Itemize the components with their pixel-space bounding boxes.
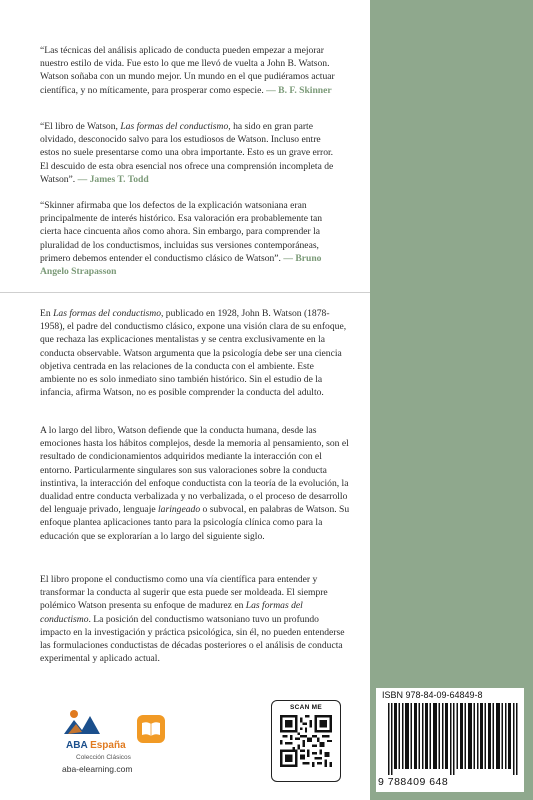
- quote-author: — B. F. Skinner: [266, 84, 332, 96]
- paragraph-text: , publicado en 1928, John B. Watson (1878-1958), el padre del conductismo clásico, expone una visión clara de su enfoque, que rechaza las explicaciones mentalistas y se centra exclusivamente en la conducta observable. Watson argumenta que la psicología debe ser una ciencia objetiva centrada en las relaciones de la conducta con el ambiente. Este ambiente no es solo inmediato sino también histórico. Sin el estudio de la infancia, afirma Watson, no es posible comprender la conducta del adulto.: [40, 308, 347, 399]
- barcode-digits: 9 788409 648: [378, 776, 449, 788]
- publisher-brand: [66, 740, 126, 751]
- description-paragraph-3: [40, 573, 350, 665]
- quote-skinner: [40, 44, 340, 97]
- paragraph-prefix: En: [40, 308, 54, 319]
- paragraph-text-after: . La posición del conductismo watsoniano tuvo un profundo impacto en la investigación y práctica psicológica, sin él, no pueden entenderse las formulaciones conductistas de décadas posteriores o el análisis de conducta experimental y aplicado actual.: [40, 613, 345, 665]
- paragraph-text-after: o subvocal, en palabras de Watson. Su enfoque plantea aplicaciones tanto para la psicología clínica como para la educación que se explorarían a lo largo del siguiente siglo.: [40, 504, 350, 542]
- quote-text: “Las técnicas del análisis aplicado de conducta pueden empezar a mejorar nuestro estilo de vida. Fue esto lo que me llevó de vuelta a John B. Watson. Watson soñaba con un mundo mejor. Un mundo en el que pudiéramos actuar científica, y no míticamente, para prosperar como especie.: [40, 45, 335, 96]
- paragraph-text-before: El libro propone el conductismo como una vía científica para entender y transformar la conducta al sugerir que esta puede ser moldeada. El siempre polémico Watson presenta su enfoque de madurez en: [40, 574, 328, 612]
- paragraph-book-title: Las formas del conductismo: [40, 600, 303, 625]
- paragraph-italic-term: laringeado: [158, 504, 201, 516]
- paragraph-book-title: Las formas del conductismo: [53, 308, 161, 319]
- brand-accent: España: [90, 740, 126, 751]
- isbn-barcode: [376, 688, 524, 792]
- barcode-icon: [388, 703, 518, 775]
- quote-text-after: , ha sido en gran parte olvidado, desconocido salvo para los estudiosos de Watson. Incluso entre estos no suele presentarse como una obra importante. Esto es un grave error. El descuido de esta obra esencial nos ofrece una comprensión incompleta de Watson”.: [40, 121, 334, 185]
- quote-strapasson: [40, 199, 340, 278]
- paragraph-text-before: A lo largo del libro, Watson defiende que la conducta humana, desde las emociones hasta los hábitos complejos, desde la memoria al pensamiento, son el resultado de condicionamientos adquiridos mediante la interacción con el entorno. Particularmente singulares son sus valoraciones sobre la conducta instintiva, la interacción del enfoque conductista con la teoría de la evolución, la dualidad entre conducta verbalizada y no verbalizada, o el proceso de desarrollo del lenguaje privado, lenguaje: [40, 425, 349, 516]
- quote-author: — James T. Todd: [77, 173, 149, 185]
- quote-text: “Skinner afirmaba que los defectos de la explicación watsoniana eran principalmente de interés histórico. Esa valoración era probablemente tan cierta hace cincuenta años como ahora. Sin embargo, para comprender la pluralidad de los conductismos, incluidas sus versiones contemporáneas, primero debemos entender el conductismo clásico de Watson”.: [40, 200, 323, 264]
- isbn-text: ISBN 978-84-09-64849-8: [382, 690, 483, 700]
- brand-main: ABA: [66, 740, 88, 751]
- description-paragraph-2: [40, 424, 350, 543]
- publisher-url: aba-elearning.com: [62, 764, 133, 774]
- qr-label: SCAN ME: [289, 704, 323, 711]
- quote-text-before: “El libro de Watson,: [40, 121, 121, 132]
- quote-todd: [40, 120, 340, 186]
- quote-book-title: Las formas del conductismo: [120, 121, 229, 132]
- qr-code-icon: [280, 715, 332, 767]
- section-divider: [0, 292, 370, 293]
- quote-author: — Bruno Angelo Strapasson: [40, 252, 322, 278]
- collection-name: Colección Clásicos: [76, 754, 131, 761]
- open-book-icon: [137, 715, 165, 743]
- qr-code-block: [271, 700, 341, 782]
- description-paragraph-1: [40, 307, 350, 399]
- figure-mark-icon: [62, 708, 102, 738]
- spine-band: [370, 0, 533, 800]
